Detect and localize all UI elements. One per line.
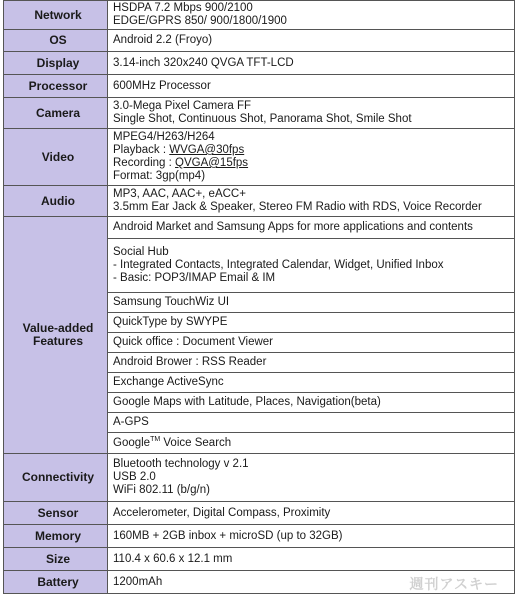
spec-row-connectivity bbox=[4, 454, 515, 502]
value-line: Accelerometer, Digital Compass, Proximity bbox=[113, 506, 331, 519]
value-line: 110.4 x 60.6 x 12.1 mm bbox=[113, 552, 233, 565]
spec-row-camera bbox=[4, 98, 515, 129]
spec-label bbox=[4, 217, 108, 454]
value-line: - Basic: POP3/IMAP Email & IM bbox=[113, 272, 276, 284]
value-line: 160MB + 2GB inbox + microSD (up to 32GB) bbox=[113, 529, 343, 542]
value-line: 3.0-Mega Pixel Camera FF bbox=[113, 100, 252, 112]
value-line: MP3, AAC, AAC+, eACC+ bbox=[113, 188, 246, 200]
spec-label: Sensor bbox=[4, 502, 108, 525]
value-line: 3.5mm Ear Jack & Speaker, Stereo FM Radio with RDS, Voice Recorder bbox=[113, 201, 482, 213]
spec-value bbox=[108, 548, 515, 571]
value-line: Bluetooth technology v 2.1 bbox=[113, 458, 249, 470]
spec-row-audio bbox=[4, 186, 515, 217]
value-line: Android Market and Samsung Apps for more applications and contents bbox=[113, 221, 473, 233]
value-line: Single Shot, Continuous Shot, Panorama Shot, Smile Shot bbox=[113, 113, 412, 125]
value-line: EDGE/GPRS 850/ 900/1800/1900 bbox=[113, 15, 287, 27]
value-line: MPEG4/H263/H264 bbox=[113, 131, 215, 143]
spec-table bbox=[3, 0, 515, 594]
value-line: - Integrated Contacts, Integrated Calendar, Widget, Unified Inbox bbox=[113, 259, 444, 271]
value-line: Android 2.2 (Froyo) bbox=[113, 34, 213, 46]
spec-row-size bbox=[4, 548, 515, 571]
trademark-sup: TM bbox=[150, 435, 161, 443]
feature-item bbox=[108, 433, 515, 454]
spec-label: OS bbox=[4, 30, 108, 52]
value-line: HSDPA 7.2 Mbps 900/2100 bbox=[113, 2, 253, 14]
spec-row-display bbox=[4, 52, 515, 75]
spec-label: Camera bbox=[4, 98, 108, 129]
spec-row-processor bbox=[4, 75, 515, 98]
spec-row-sensor bbox=[4, 502, 515, 525]
feature-item bbox=[108, 333, 515, 353]
spec-value bbox=[108, 1, 515, 30]
value-line: QuickType by SWYPE bbox=[113, 316, 228, 328]
spec-label: Network bbox=[4, 1, 108, 30]
feature-item bbox=[108, 239, 515, 293]
value-line: Format: 3gp(mp4) bbox=[113, 170, 206, 182]
spec-label: Battery bbox=[4, 571, 108, 594]
spec-label: Connectivity bbox=[4, 454, 108, 502]
value-line: Samsung TouchWiz UI bbox=[113, 296, 230, 308]
recording-value: QVGA@15fps bbox=[175, 157, 249, 169]
label-line: Value-added bbox=[22, 321, 94, 335]
value-line: Exchange ActiveSync bbox=[113, 376, 224, 388]
spec-value bbox=[108, 525, 515, 548]
value-line: 3.14-inch 320x240 QVGA TFT-LCD bbox=[113, 56, 294, 69]
feature-item bbox=[108, 413, 515, 433]
feature-item bbox=[108, 353, 515, 373]
spec-row-value-added bbox=[4, 217, 515, 239]
recording-prefix: Recording : bbox=[113, 157, 176, 169]
value-line bbox=[113, 144, 514, 157]
voice-search-text: Voice Search bbox=[160, 436, 232, 449]
google-text: Google bbox=[113, 436, 151, 449]
spec-value bbox=[108, 98, 515, 129]
watermark-logo: 週刊アスキー bbox=[409, 576, 499, 592]
feature-item bbox=[108, 217, 515, 239]
spec-row-memory bbox=[4, 525, 515, 548]
spec-label: Size bbox=[4, 548, 108, 571]
spec-label: Video bbox=[4, 129, 108, 186]
feature-item bbox=[108, 393, 515, 413]
spec-value bbox=[108, 186, 515, 217]
spec-value bbox=[108, 129, 515, 186]
spec-row-network bbox=[4, 1, 515, 30]
spec-value bbox=[108, 502, 515, 525]
value-line: WiFi 802.11 (b/g/n) bbox=[113, 484, 210, 496]
spec-value bbox=[108, 454, 515, 502]
playback-value: WVGA@30fps bbox=[169, 144, 245, 156]
value-line: 600MHz Processor bbox=[113, 79, 211, 92]
value-line bbox=[113, 157, 514, 170]
feature-item bbox=[108, 313, 515, 333]
spec-row-os bbox=[4, 30, 515, 52]
spec-value bbox=[108, 52, 515, 75]
playback-prefix: Playback : bbox=[113, 144, 170, 156]
value-line: Quick office : Document Viewer bbox=[113, 336, 274, 348]
value-line bbox=[113, 437, 514, 450]
value-line: Google Maps with Latitude, Places, Navigation(beta) bbox=[113, 396, 381, 408]
label-line: Features bbox=[32, 334, 84, 348]
feature-item bbox=[108, 293, 515, 313]
value-line: Android Brower : RSS Reader bbox=[113, 356, 267, 368]
feature-item bbox=[108, 373, 515, 393]
spec-label: Processor bbox=[4, 75, 108, 98]
value-line: A-GPS bbox=[113, 416, 149, 428]
spec-value bbox=[108, 30, 515, 52]
spec-label: Audio bbox=[4, 186, 108, 217]
spec-label: Memory bbox=[4, 525, 108, 548]
spec-label: Display bbox=[4, 52, 108, 75]
spec-row-video bbox=[4, 129, 515, 186]
value-line: USB 2.0 bbox=[113, 471, 156, 483]
value-line: 1200mAh bbox=[113, 575, 163, 588]
value-line: Social Hub bbox=[113, 246, 169, 258]
spec-value bbox=[108, 75, 515, 98]
